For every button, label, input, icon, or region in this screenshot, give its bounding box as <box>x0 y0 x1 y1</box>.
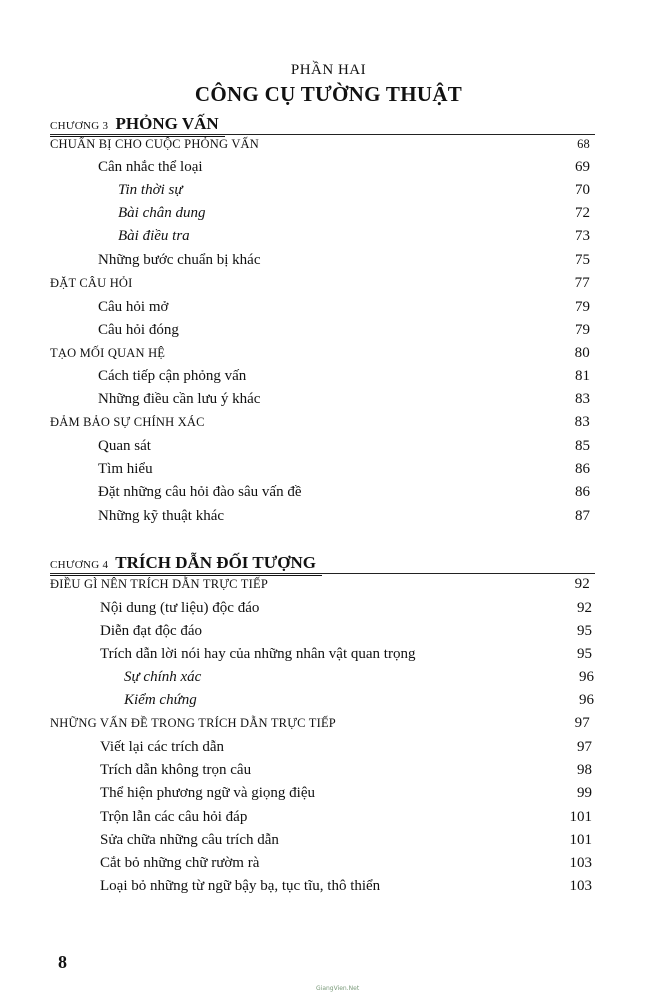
toc-entry[interactable]: Tìm hiểu 86 <box>98 461 590 477</box>
toc-entry[interactable]: Những bước chuẩn bị khác 75 <box>98 252 590 268</box>
watermark: GiangVien.Net <box>316 985 360 992</box>
page-number: 8 <box>58 952 67 972</box>
toc-entry[interactable]: ĐIỀU GÌ NÊN TRÍCH DẪN TRỰC TIẾP 92 <box>50 576 590 592</box>
toc-entry[interactable]: Bài chân dung 72 <box>118 205 590 221</box>
toc-entry[interactable]: Cách tiếp cận phỏng vấn 81 <box>98 368 590 384</box>
chapter-4-title: TRÍCH DẪN ĐỐI TƯỢNG <box>115 553 316 572</box>
toc-entry[interactable]: Câu hỏi mở 79 <box>98 299 590 315</box>
chapter-3-title: PHỎNG VẤN <box>115 114 219 133</box>
chapter-4-number: CHƯƠNG 4 <box>50 559 109 571</box>
toc-entry[interactable]: Quan sát 85 <box>98 438 590 454</box>
chapter-3-number: CHƯƠNG 3 <box>50 120 109 132</box>
toc-entry[interactable]: ĐẢM BẢO SỰ CHÍNH XÁC 83 <box>50 414 590 430</box>
toc-entry[interactable]: Loại bỏ những từ ngữ bậy bạ, tục tĩu, thô thiển 103 <box>100 878 592 894</box>
toc-entry[interactable]: Trộn lẫn các câu hỏi đáp 101 <box>100 809 592 825</box>
toc-entry[interactable]: Nội dung (tư liệu) độc đáo 92 <box>100 600 592 616</box>
toc-entry[interactable]: Viết lại các trích dẫn 97 <box>100 739 592 755</box>
toc-entry[interactable]: Cắt bỏ những chữ rườm rà 103 <box>100 855 592 871</box>
toc-entry[interactable]: Diễn đạt độc đáo 95 <box>100 623 592 639</box>
part-title: CÔNG CỤ TƯỜNG THUẬT <box>194 82 463 106</box>
toc-entry[interactable]: Thể hiện phương ngữ và giọng điệu 99 <box>100 785 592 801</box>
toc-entry[interactable]: Trích dẫn không trọn câu 98 <box>100 762 592 778</box>
toc-entry[interactable]: Bài điều tra 73 <box>118 228 590 244</box>
toc-entry[interactable]: Những kỹ thuật khác 87 <box>98 508 590 524</box>
toc-entry[interactable]: TẠO MỐI QUAN HỆ 80 <box>50 345 590 361</box>
toc-entry[interactable]: NHỮNG VẤN ĐỀ TRONG TRÍCH DẪN TRỰC TIẾP 97 <box>50 715 590 731</box>
toc-entry[interactable]: Cân nhắc thể loại 69 <box>98 159 590 175</box>
toc-entry[interactable]: Câu hỏi đóng 79 <box>98 322 590 338</box>
toc-entry[interactable]: Sửa chữa những câu trích dẫn 101 <box>100 832 592 848</box>
toc-entry[interactable]: CHUẨN BỊ CHO CUỘC PHỎNG VẤN 68 <box>50 137 590 151</box>
toc-entry[interactable]: Tin thời sự 70 <box>118 182 590 198</box>
toc-entry[interactable]: ĐẶT CÂU HỎI 77 <box>50 275 590 291</box>
toc-entry[interactable]: Đặt những câu hỏi đào sâu vấn đề 86 <box>98 484 590 500</box>
toc-entry[interactable]: Sự chính xác 96 <box>124 669 594 685</box>
part-label: PHẦN HAI <box>290 62 367 78</box>
toc-entry[interactable]: Trích dẫn lời nói hay của những nhân vật quan trọng 95 <box>100 646 592 662</box>
toc-entry[interactable]: Kiểm chứng 96 <box>124 692 594 708</box>
toc-entry[interactable]: Những điều cần lưu ý khác 83 <box>98 391 590 407</box>
